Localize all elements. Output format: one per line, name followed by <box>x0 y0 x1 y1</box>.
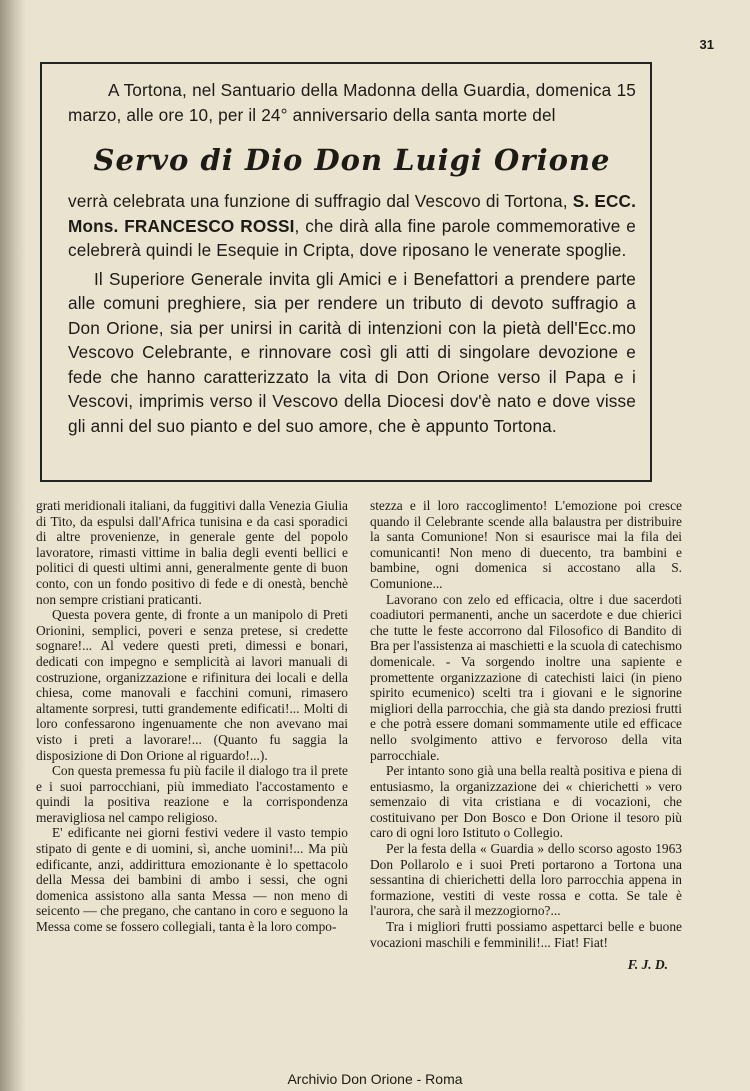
notice-intro: A Tortona, nel Santuario della Madonna della Guardia, domenica 15 marzo, alle ore 10, per il 24° anniversario della santa morte del <box>68 80 636 125</box>
article-paragraph: stezza e il loro raccoglimento! L'emozione poi cresce quando il Celebrante scende alla balaustra per distribuire la santa Comunione! Non si esaurisce mai la fila dei comunicanti! Non meno di duecento, tra bambini e bambine, ogni domenica si accostano alla S. Comunione... <box>370 498 682 591</box>
page-number: 31 <box>699 37 714 52</box>
article-paragraph: Per la festa della « Guardia » dello scorso agosto 1963 Don Pollarolo e i suoi Preti portarono a Tortona una sessantina di chierichetti della loro parrocchia appena in formazione, vestiti di veste rossa e cotta. Se tale è l'aurora, che sarà il mezzogiorno?... <box>370 841 682 919</box>
notice-p1-start: verrà celebrata una funzione di suffragio dal Vescovo di Tortona, <box>68 191 573 211</box>
page-gutter-shadow <box>0 0 26 1091</box>
article-paragraph: Con questa premessa fu più facile il dialogo tra il prete e i suoi parrocchiani, più immediato l'accostamento e quindi la positiva reazione e la corrispondenza meravigliosa nel campo religioso. <box>36 763 348 825</box>
notice-p1-end: , che dirà alla fine parole commemorative e celebrerà quindi le Esequie in Cripta, dove riposano le venerate spoglie. <box>68 215 637 260</box>
bishop-name: S. ECC. Mons. FRANCESCO ROSSI <box>68 191 636 236</box>
archive-footer: Archivio Don Orione - Roma <box>287 1071 463 1087</box>
article-paragraph: E' edificante nei giorni festivi vedere il vasto tempio stipato di gente e di uomini, sì, anche uomini!... Ma più edificante, anzi, addirittura emozionante è lo spettacolo della Messa dei bambini di ambo i sessi, che ogni domenica assistono alla santa Messa — non meno di seicento — che pregano, che cantano in coro e seguono la Messa come se fossero collegiali, tanta è la loro compo- <box>36 825 348 935</box>
article-column-right <box>370 498 682 1038</box>
article-paragraph: Per intanto sono già una bella realtà positiva e piena di entusiasmo, la organizzazione dei « chierichetti » vero semenzaio di vita cristiana e di vocazioni, che costituivano per Don Bosco e Don Orione il tesoro più caro di ogni loro Istituto o Collegio. <box>370 763 682 841</box>
article-signature: F. J. D. <box>627 957 668 973</box>
article-paragraph: grati meridionali italiani, da fuggitivi dalla Venezia Giulia di Tito, da espulsi dall'Africa tunisina e da casi sporadici di altre provenienze, in generale gente del popolo lavoratore, rimasti vittime in balia degli eventi bellici e politici di questi ultimi anni, generalmente gente di buon conto, con un fondo positivo di fede e di onestà, benchè non sempre cristiani praticanti. <box>36 498 348 607</box>
article-column-left <box>36 498 348 1038</box>
notice-box <box>40 62 652 482</box>
article-paragraph: Lavorano con zelo ed efficacia, oltre i due sacerdoti coadiutori permanenti, anche un sacerdote e due chierici che tutte le feste accorrono dal Filosofico di Bandito di Bra per l'assistenza ai maschietti e la scuola di catechismo domenicale. - Va sorgendo inoltre una sapiente e promettente organizzazione di catechisti laici (in pieno spirito ecumenico) scelti tra i giovani e le signorine migliori della parrocchia, che già sta dando preziosi frutti e che potrà essere domani sommamente utile ed efficace nello svolgimento attivo e fervoroso della vita parrocchiale. <box>370 591 682 763</box>
notice-headline: Servo di Dio Don Luigi Orione <box>93 143 611 177</box>
notice-paragraph-2: Il Superiore Generale invita gli Amici e i Benefattori a prendere parte alle comuni preghiere, sia per rendere un tributo di devoto suffragio a Don Orione, sia per unirsi in carità di intenzioni con la pietà dell'Ecc.mo Vescovo Celebrante, e rinnovare così gli atti di singolare devozione e fede che hanno caratterizzato la vita di Don Orione verso il Papa e i Vescovi, imprimis verso il Vescovo della Diocesi dov'è nato e dove visse gli anni del suo pianto e del suo amore, che è appunto Tortona. <box>68 268 636 436</box>
notice-paragraph-1 <box>68 189 636 263</box>
article-paragraph: Tra i migliori frutti possiamo aspettarci belle e buone vocazioni maschili e femminili!... Fiat! Fiat! <box>370 919 682 950</box>
article-body <box>36 498 682 1038</box>
article-paragraph: Questa povera gente, di fronte a un manipolo di Preti Orionini, semplici, poveri e senza pretese, si credette sognare!... Al vedere questi preti, dimessi e bonari, dedicati con impegno e semplicità ai lavori manuali di costruzione, organizzazione e rifinitura dei locali e della chiesa, come manovali e facchini comuni, rimasero altamente sorpresi, tutti grandemente edificati!... Molti di loro confessarono ingenuamente che non avevano mai visto i preti a lavorare!... (Quanto fu saggia la disposizione di Don Orione al riguardo!...). <box>36 607 348 763</box>
